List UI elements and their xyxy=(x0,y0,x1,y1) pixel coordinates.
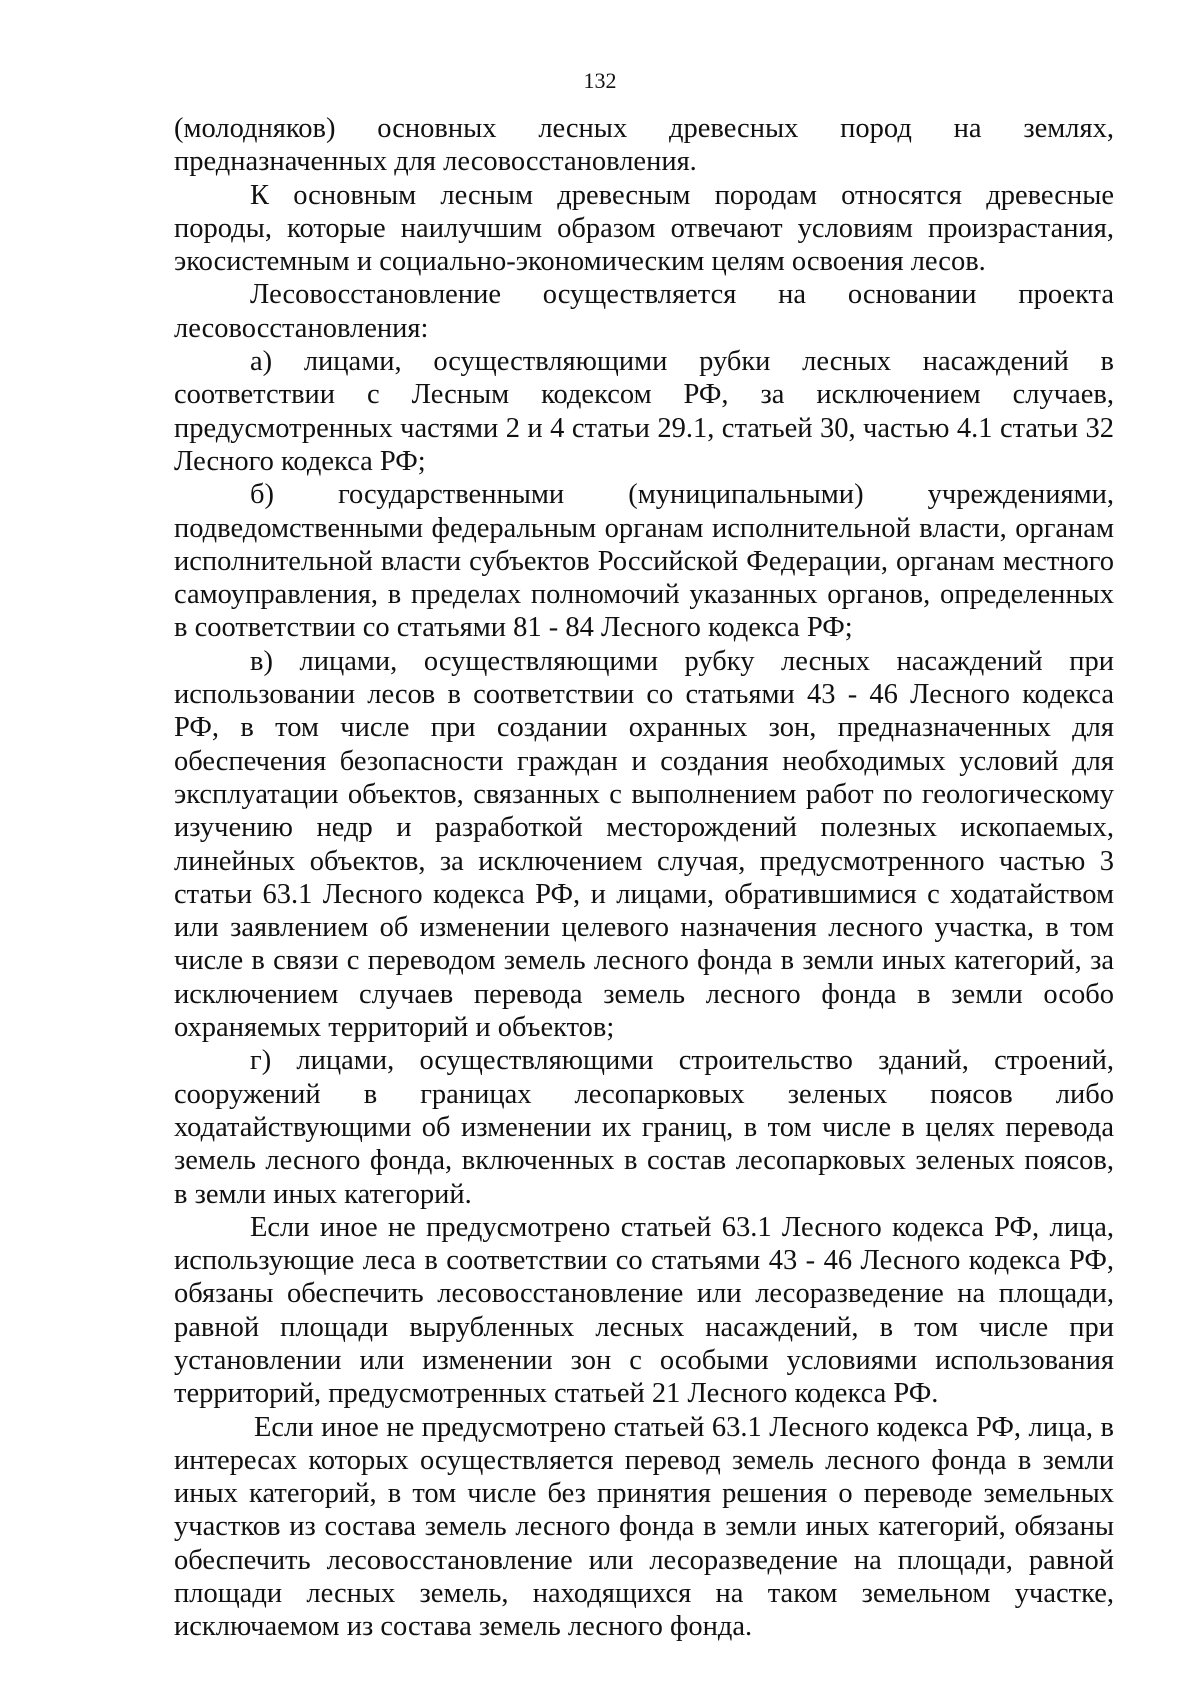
list-item-b: б) государственными (муниципальными) учреждениями, подведомственными федеральным органам исполнительной власти, органам исполнительной власти субъектов Российской Федерации, органам местного самоуправления, в пределах полномочий указанных органов, определенных в соответствии со статьями 81 - 84 Лесного кодекса РФ; xyxy=(174,479,1114,644)
paragraph-continuation: (молодняков) основных лесных древесных пород на землях, предназначенных для лесовосстановления. xyxy=(174,113,1114,178)
page-number: 132 xyxy=(583,68,617,93)
list-item-a: а) лицами, осуществляющими рубки лесных насаждений в соответствии с Лесным кодексом РФ, за исключением случаев, предусмотренных частями 2 и 4 статьи 29.1, статьей 30, частью 4.1 статьи 32 Лесного кодекса РФ; xyxy=(174,346,1114,477)
paragraph-reforestation-basis: Лесовосстановление осуществляется на основании проекта лесовосстановления: xyxy=(174,279,1114,344)
document-body xyxy=(174,112,1114,1644)
paragraph-obligation-transfer: Если иное не предусмотрено статьей 63.1 Лесного кодекса РФ, лица, в интересах которых осуществляется перевод земель лесного фонда в земли иных категорий, в том числе без принятия решения о переводе земельных участков из состава земель лесного фонда в земли иных категорий, обязаны обеспечить лесовосстановление или лесоразведение на площади, равной площади лесных земель, находящихся на таком земельном участке, исключаемом из состава земель лесного фонда. xyxy=(174,1411,1114,1643)
list-item-g: г) лицами, осуществляющими строительство зданий, строений, сооружений в границах лесопарковых зеленых поясов либо ходатайствующими об изменении их границ, в том числе в целях перевода земель лесного фонда, включенных в состав лесопарковых зеленых поясов, в земли иных категорий. xyxy=(174,1045,1114,1210)
paragraph-main-species: К основным лесным древесным породам относятся древесные породы, которые наилучшим образом отвечают условиям произрастания, экосистемным и социально-экономическим целям освоения лесов. xyxy=(174,179,1114,278)
list-item-v: в) лицами, осуществляющими рубку лесных насаждений при использовании лесов в соответствии со статьями 43 - 46 Лесного кодекса РФ, в том числе при создании охранных зон, предназначенных для обеспечения безопасности граждан и создания необходимых условий для эксплуатации объектов, связанных с выполнением работ по геологическому изучению недр и разработкой месторождений полезных ископаемых, линейных объектов, за исключением случая, предусмотренного частью 3 статьи 63.1 Лесного кодекса РФ, и лицами, обратившимися с ходатайством или заявлением об изменении целевого назначения лесного участка, в том числе в связи с переводом земель лесного фонда в земли иных категорий, за исключением случаев перевода земель лесного фонда в земли особо охраняемых территорий и объектов; xyxy=(174,645,1114,1044)
paragraph-obligation-users: Если иное не предусмотрено статьей 63.1 Лесного кодекса РФ, лица, использующие леса в соответствии со статьями 43 - 46 Лесного кодекса РФ, обязаны обеспечить лесовосстановление или лесоразведение на площади, равной площади вырубленных лесных насаждений, в том числе при установлении или изменении зон с особыми условиями использования территорий, предусмотренных статьей 21 Лесного кодекса РФ. xyxy=(174,1211,1114,1410)
